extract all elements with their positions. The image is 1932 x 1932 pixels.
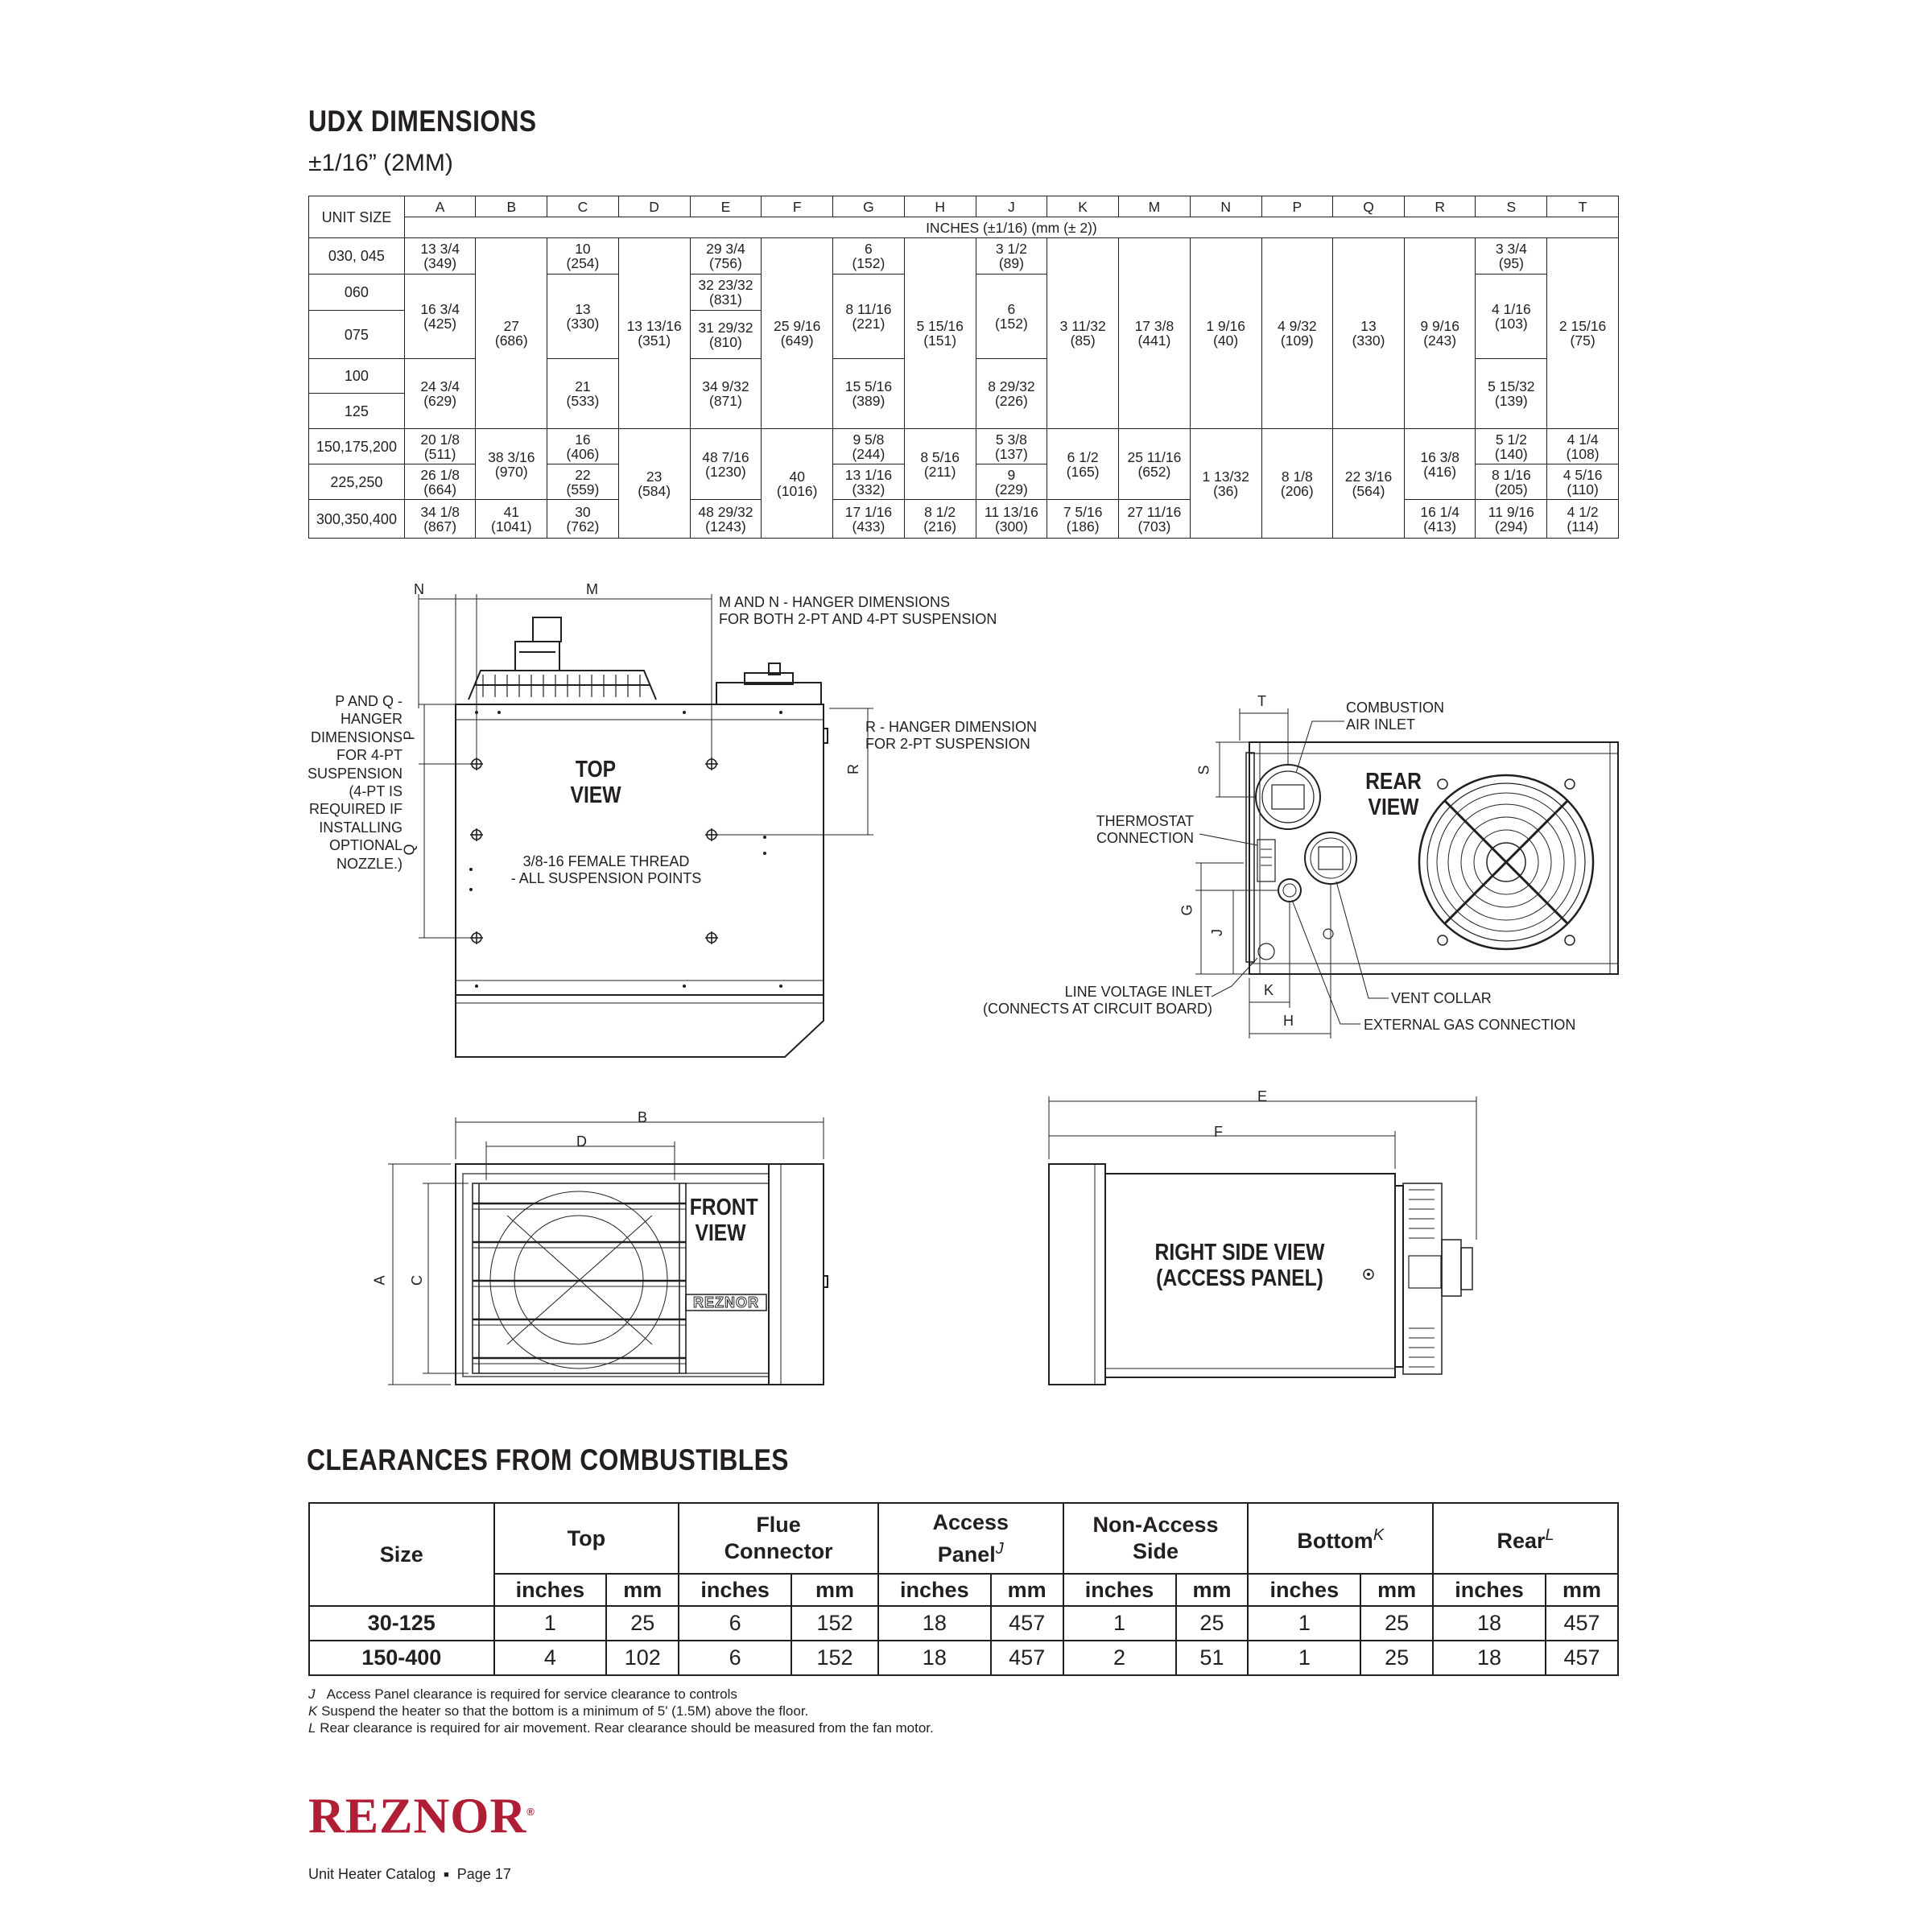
cell-j: 11 13/16 (300) [976,500,1047,539]
cell-e: 48 29/32 (1243) [690,500,762,539]
value-cell: 457 [991,1641,1063,1675]
dim-s-label: S [1195,765,1212,775]
cell-a: 34 1/8 (867) [404,500,476,539]
col-header: A [404,196,476,217]
side-view-label: RIGHT SIDE VIEW (ACCESS PANEL) [1154,1240,1325,1291]
dim-c-label: C [409,1275,425,1286]
unit-mm: mm [606,1574,679,1606]
cell-a: 16 3/4 (425) [404,275,476,359]
unit-inches: inches [679,1574,791,1606]
value-cell: 1 [1248,1606,1360,1641]
col-header: K [1047,196,1119,217]
cell-j: 8 29/32 (226) [976,359,1047,429]
cell-s: 5 1/2 (140) [1476,429,1547,464]
r-hanger-note: R - HANGER DIMENSION FOR 2-PT SUSPENSION [865,719,1038,752]
col-header: J [976,196,1047,217]
cell-c: 10 (254) [547,238,619,275]
cell-b: 38 3/16 (970) [476,429,547,500]
group-header-non-access [1063,1503,1249,1574]
pq-hanger-note: P AND Q - HANGER DIMENSIONS FOR 4-PT SUSPENSION (4-PT IS REQUIRED IF INSTALLING OPTIONAL NOZZLE.) [307,693,402,872]
logo-text: REZNOR [308,1789,527,1844]
value-cell: 25 [1176,1606,1249,1641]
cell-g: 13 1/16 (332) [833,464,905,500]
value-cell: 1 [1063,1606,1176,1641]
dim-p-label: P [401,730,418,741]
value-cell: 102 [606,1641,679,1675]
footnote-text: Suspend the heater so that the bottom is a minimum of 5' (1.5M) above the floor. [321,1703,809,1719]
cell-e: 31 29/32 (810) [690,311,762,359]
dim-t-label: T [1257,693,1266,709]
value-cell: 2 [1063,1641,1176,1675]
footnote-text: Access Panel clearance is required for service clearance to controls [326,1686,737,1702]
col-header: Q [1333,196,1405,217]
value-cell: 457 [1546,1641,1618,1675]
dim-e-label: E [1257,1088,1268,1104]
cell-p: 4 9/32 (109) [1261,238,1333,429]
footnote-j [308,1686,737,1703]
row-label: 100 [309,359,405,394]
size-header: Size [309,1503,494,1606]
footnote-l [308,1719,934,1736]
cell-e: 34 9/32 (871) [690,359,762,429]
top-view-label: TOP VIEW [570,757,621,808]
value-cell: 25 [606,1606,679,1641]
cell-r: 16 3/8 (416) [1404,429,1476,500]
cell-t: 4 5/16 (110) [1547,464,1619,500]
row-label: 225,250 [309,464,405,500]
col-header: M [1119,196,1191,217]
unit-inches: inches [878,1574,991,1606]
cell-a: 26 1/8 (664) [404,464,476,500]
cell-j: 6 (152) [976,275,1047,359]
table-row [309,1606,1618,1641]
unit-mm: mm [791,1574,878,1606]
footer-catalog: Unit Heater Catalog [308,1866,436,1882]
dim-r-label: R [845,764,861,774]
value-cell: 18 [878,1641,991,1675]
row-label: 125 [309,394,405,429]
cell-h: 5 15/16 (151) [904,238,976,429]
page-subtitle: ±1/16” (2MM) [308,150,453,176]
cell-e: 32 23/32 (831) [690,275,762,311]
table-row [309,1641,1618,1675]
row-label: 150,175,200 [309,429,405,464]
cell-j: 9 (229) [976,464,1047,500]
cell-e: 29 3/4 (756) [690,238,762,275]
col-header: C [547,196,619,217]
cell-g: 9 5/8 (244) [833,429,905,464]
col-header: P [1261,196,1333,217]
footer-page: Page 17 [456,1866,511,1882]
cell-k: 6 1/2 (165) [1047,429,1119,500]
col-header: E [690,196,762,217]
unit-mm: mm [1176,1574,1249,1606]
unit-inches: inches [1433,1574,1546,1606]
reznor-logo [308,1785,535,1843]
group-header-top [494,1503,679,1574]
dim-j-label: J [1209,929,1225,936]
dim-k-label: K [1264,982,1274,998]
thread-note: 3/8-16 FEMALE THREAD - ALL SUSPENSION POINTS [510,853,702,886]
dim-h-label: H [1283,1013,1294,1029]
dim-g-label: G [1179,904,1195,916]
cell-h: 8 1/2 (216) [904,500,976,539]
value-cell: 1 [494,1606,607,1641]
value-cell: 152 [791,1606,878,1641]
group-header-access [878,1503,1063,1574]
col-header: G [833,196,905,217]
dim-d-label: D [576,1133,587,1150]
top-view-drawing [419,594,873,1057]
group-sup: J [995,1539,1004,1558]
mn-hanger-note: M AND N - HANGER DIMENSIONS FOR BOTH 2-PT AND 4-PT SUSPENSION [719,594,997,627]
cell-q: 13 (330) [1333,238,1405,429]
page-footer [308,1866,511,1883]
cell-a: 20 1/8 (511) [404,429,476,464]
value-cell: 152 [791,1641,878,1675]
cell-j: 3 1/2 (89) [976,238,1047,275]
group-header-rear [1433,1503,1618,1574]
clearances-title: CLEARANCES FROM COMBUSTIBLES [307,1443,789,1476]
rear-view-label: REAR VIEW [1365,769,1422,820]
row-label: 030, 045 [309,238,405,275]
value-cell: 457 [1546,1606,1618,1641]
vent-collar-note: VENT COLLAR [1391,990,1492,1006]
cell-s: 11 9/16 (294) [1476,500,1547,539]
footnote-mark: K [308,1703,318,1719]
registered-mark: ® [526,1806,535,1818]
gas-connection-note: EXTERNAL GAS CONNECTION [1364,1017,1576,1033]
row-label: 300,350,400 [309,500,405,539]
cell-a: 13 3/4 (349) [404,238,476,275]
group-header-flue [679,1503,878,1574]
group-label: Top [567,1525,606,1550]
group-label: Rear [1496,1529,1546,1553]
cell-t: 2 15/16 (75) [1547,238,1619,429]
cell-t: 4 1/2 (114) [1547,500,1619,539]
cell-k: 7 5/16 (186) [1047,500,1119,539]
cell-b: 41 (1041) [476,500,547,539]
cell-m: 25 11/16 (652) [1119,429,1191,500]
group-sup: K [1373,1526,1385,1544]
value-cell: 6 [679,1641,791,1675]
size-cell: 30-125 [309,1606,494,1641]
cell-g: 6 (152) [833,238,905,275]
front-view-label: FRONT VIEW [689,1195,758,1246]
cell-s: 4 1/16 (103) [1476,275,1547,359]
cell-e: 48 7/16 (1230) [690,429,762,500]
cell-s: 8 1/16 (205) [1476,464,1547,500]
group-label: Bottom [1297,1529,1373,1553]
cell-g: 15 5/16 (389) [833,359,905,429]
unit-size-header: UNIT SIZE [309,196,405,238]
cell-d: 13 13/16 (351) [618,238,690,429]
combustion-inlet-note: COMBUSTION AIR INLET [1346,700,1445,733]
cell-s: 5 15/32 (139) [1476,359,1547,429]
unit-inches: inches [1063,1574,1176,1606]
col-header: R [1404,196,1476,217]
cell-f: 25 9/16 (649) [762,238,833,429]
row-label: 060 [309,275,405,311]
cell-f: 40 (1016) [762,429,833,539]
value-cell: 6 [679,1606,791,1641]
col-header: S [1476,196,1547,217]
unit-inches: inches [494,1574,607,1606]
footnote-mark: J [308,1686,316,1702]
value-cell: 25 [1360,1641,1433,1675]
dim-q-label: Q [401,844,418,856]
value-cell: 4 [494,1641,607,1675]
group-label: Access Panel [932,1509,1009,1567]
group-header-bottom [1248,1503,1433,1574]
cell-s: 3 3/4 (95) [1476,238,1547,275]
value-cell: 18 [878,1606,991,1641]
clearances-table [308,1502,1619,1676]
cell-a: 24 3/4 (629) [404,359,476,429]
value-cell: 457 [991,1606,1063,1641]
value-cell: 1 [1248,1641,1360,1675]
dim-b-label: B [638,1109,648,1125]
value-cell: 51 [1176,1641,1249,1675]
cell-j: 5 3/8 (137) [976,429,1047,464]
footnote-k [308,1703,808,1719]
col-header: N [1190,196,1261,217]
front-view-drawing [388,1117,828,1385]
cell-b: 27 (686) [476,238,547,429]
rear-view-drawing [1195,708,1618,1038]
col-header: B [476,196,547,217]
value-cell: 18 [1433,1606,1546,1641]
cell-k: 3 11/32 (85) [1047,238,1119,429]
unit-mm: mm [991,1574,1063,1606]
cell-c: 30 (762) [547,500,619,539]
cell-r: 9 9/16 (243) [1404,238,1476,429]
dim-m-label: M [586,581,598,597]
col-header: F [762,196,833,217]
value-cell: 18 [1433,1641,1546,1675]
cell-n: 1 9/16 (40) [1190,238,1261,429]
cell-c: 21 (533) [547,359,619,429]
dim-n-label: N [414,581,424,597]
thermostat-note: THERMOSTAT CONNECTION [1096,813,1194,846]
bullet-icon: ■ [444,1870,449,1880]
cell-t: 4 1/4 (108) [1547,429,1619,464]
cell-q: 22 3/16 (564) [1333,429,1405,539]
group-label: Flue Connector [724,1513,833,1563]
dim-f-label: F [1214,1124,1223,1140]
line-voltage-note: LINE VOLTAGE INLET (CONNECTS AT CIRCUIT BOARD) [982,984,1212,1017]
size-cell: 150-400 [309,1641,494,1675]
cell-n: 1 13/32 (36) [1190,429,1261,539]
cell-d: 23 (584) [618,429,690,539]
row-label: 075 [309,311,405,359]
cell-h: 8 5/16 (211) [904,429,976,500]
col-header: H [904,196,976,217]
unit-mm: mm [1360,1574,1433,1606]
footnote-text: Rear clearance is required for air movement. Rear clearance should be measured from the fan motor. [320,1720,934,1736]
group-label: Non-Access Side [1092,1513,1219,1563]
dim-a-label: A [371,1275,388,1286]
inches-header: INCHES (±1/16) (mm (± 2)) [404,217,1618,238]
cell-c: 13 (330) [547,275,619,359]
unit-mm: mm [1546,1574,1618,1606]
col-header: T [1547,196,1619,217]
page-title: UDX DIMENSIONS [308,105,537,138]
value-cell: 25 [1360,1606,1433,1641]
cell-g: 17 1/16 (433) [833,500,905,539]
group-sup: L [1545,1526,1554,1544]
footnote-mark: L [308,1720,316,1736]
cell-c: 16 (406) [547,429,619,464]
cell-p: 8 1/8 (206) [1261,429,1333,539]
cell-m: 27 11/16 (703) [1119,500,1191,539]
cell-m: 17 3/8 (441) [1119,238,1191,429]
cell-c: 22 (559) [547,464,619,500]
col-header: D [618,196,690,217]
front-brand-plate: REZNOR [693,1294,759,1311]
cell-r: 16 1/4 (413) [1404,500,1476,539]
cell-g: 8 11/16 (221) [833,275,905,359]
unit-inches: inches [1248,1574,1360,1606]
